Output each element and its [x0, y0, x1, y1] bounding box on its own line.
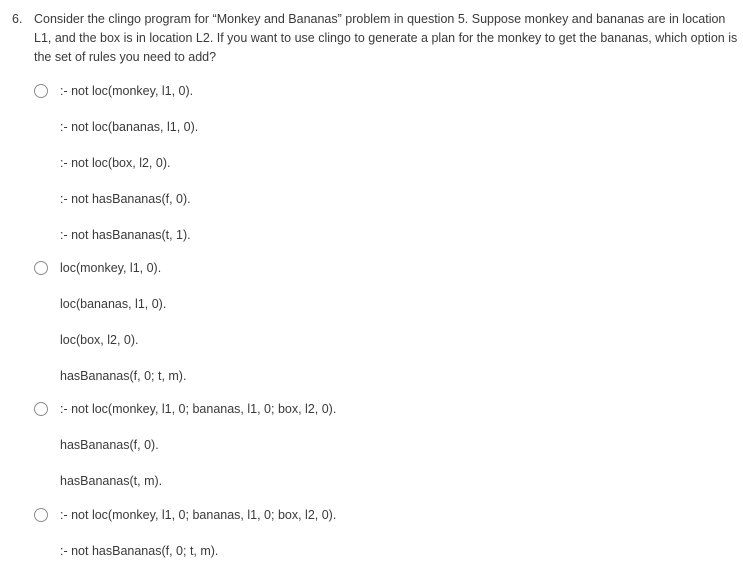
option-a-line-3: :- not loc(box, l2, 0).: [60, 156, 171, 170]
option-c-line-1: :- not loc(monkey, l1, 0; bananas, l1, 0; box, l2, 0).: [60, 402, 337, 416]
option-c-line-3: hasBananas(t, m).: [60, 474, 163, 488]
question-number: 6.: [12, 12, 23, 26]
option-a[interactable]: [34, 83, 193, 99]
option-c[interactable]: [34, 401, 336, 417]
question-text: Consider the clingo program for “Monkey and Bananas” problem in question 5. Suppose monkey and bananas are in location L1, and the box is in location L2. If you want to use clingo to generate a plan for the monkey to get the bananas, which option is the set of rules you need to add?: [34, 12, 738, 64]
option-a-line-4: :- not hasBananas(f, 0).: [60, 192, 191, 206]
option-d-line-1: :- not loc(monkey, l1, 0; bananas, l1, 0; box, l2, 0).: [60, 508, 337, 522]
option-b-line-3: loc(box, l2, 0).: [60, 333, 139, 347]
option-d[interactable]: [34, 507, 336, 523]
option-b[interactable]: [34, 260, 161, 276]
option-b-radio[interactable]: [34, 261, 48, 275]
option-c-line-2: hasBananas(f, 0).: [60, 438, 159, 452]
option-d-radio[interactable]: [34, 508, 48, 522]
option-a-radio[interactable]: [34, 84, 48, 98]
option-a-line-5: :- not hasBananas(t, 1).: [60, 228, 191, 242]
option-d-line-2: :- not hasBananas(f, 0; t, m).: [60, 544, 219, 558]
option-a-line-2: :- not loc(bananas, l1, 0).: [60, 120, 199, 134]
option-b-line-2: loc(bananas, l1, 0).: [60, 297, 167, 311]
question: [12, 10, 740, 67]
option-c-radio[interactable]: [34, 402, 48, 416]
option-b-line-1: loc(monkey, l1, 0).: [60, 261, 162, 275]
option-b-line-4: hasBananas(f, 0; t, m).: [60, 369, 187, 383]
option-a-line-1: :- not loc(monkey, l1, 0).: [60, 84, 194, 98]
